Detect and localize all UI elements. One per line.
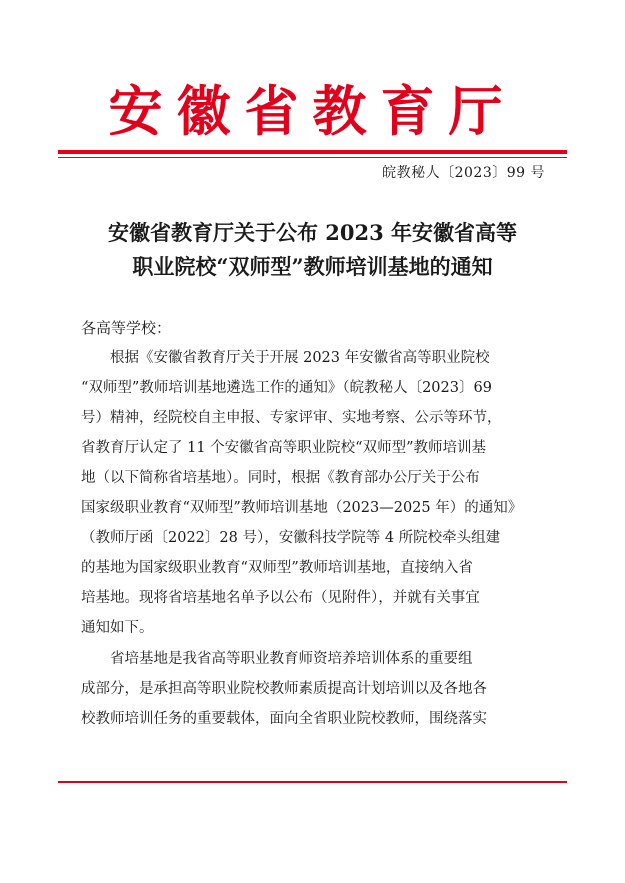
paragraph-line: 国家级职业教育“双师型”教师培训基地（2023—2025 年）的通知》 (81, 500, 523, 516)
paragraph-line: 校教师培训任务的重要载体，面向全省职业院校教师，围绕落实 (81, 711, 487, 727)
document-title (40, 216, 585, 284)
paragraph-line: 根据《安徽省教育厅关于开展 2023 年安徽省高等职业院校 (110, 350, 490, 366)
paragraph-line: 通知如下。 (81, 620, 154, 636)
paragraph-line: 省教育厅认定了 11 个安徽省高等职业院校“双师型”教师培训基 (81, 440, 486, 456)
paragraph-line: 号）精神，经院校自主申报、专家评审、实地考察、公示等环节， (81, 410, 502, 426)
header-red-rule-thick (58, 150, 567, 154)
document-number: 皖教秘人〔2023〕99 号 (382, 165, 545, 181)
paragraph-line: 的基地为国家级职业教育“双师型”教师培训基地，直接纳入省 (81, 560, 473, 576)
title-line: 安徽省教育厅关于公布 2023 年安徽省高等 (107, 220, 518, 245)
paragraph-line: 成部分，是承担高等职业院校教师素质提高计划培训以及各地各 (81, 681, 487, 697)
body-paragraph (81, 343, 551, 643)
paragraph-line: 培基地。现将省培基地名单予以公布（见附件），并就有关事宜 (81, 590, 480, 606)
paragraph-line: （教师厅函〔2022〕28 号），安徽科技学院等 4 所院校牵头组建 (81, 530, 501, 546)
header-red-rule-thin (58, 157, 567, 158)
paragraph-line: 省培基地是我省高等职业教育师资培养培训体系的重要组 (110, 651, 473, 667)
salutation: 各高等学校： (81, 319, 172, 337)
footer-red-rule (58, 781, 567, 783)
issuing-authority-header: 安徽省教育厅 (108, 79, 517, 143)
paragraph-line: “双师型”教师培训基地遴选工作的通知》（皖教秘人〔2023〕69 (81, 380, 492, 396)
paragraph-line: 地（以下简称省培基地）。同时，根据《教育部办公厅关于公布 (81, 470, 480, 486)
body-paragraph (81, 644, 551, 734)
title-line: 职业院校“双师型”教师培训基地的通知 (132, 254, 493, 279)
